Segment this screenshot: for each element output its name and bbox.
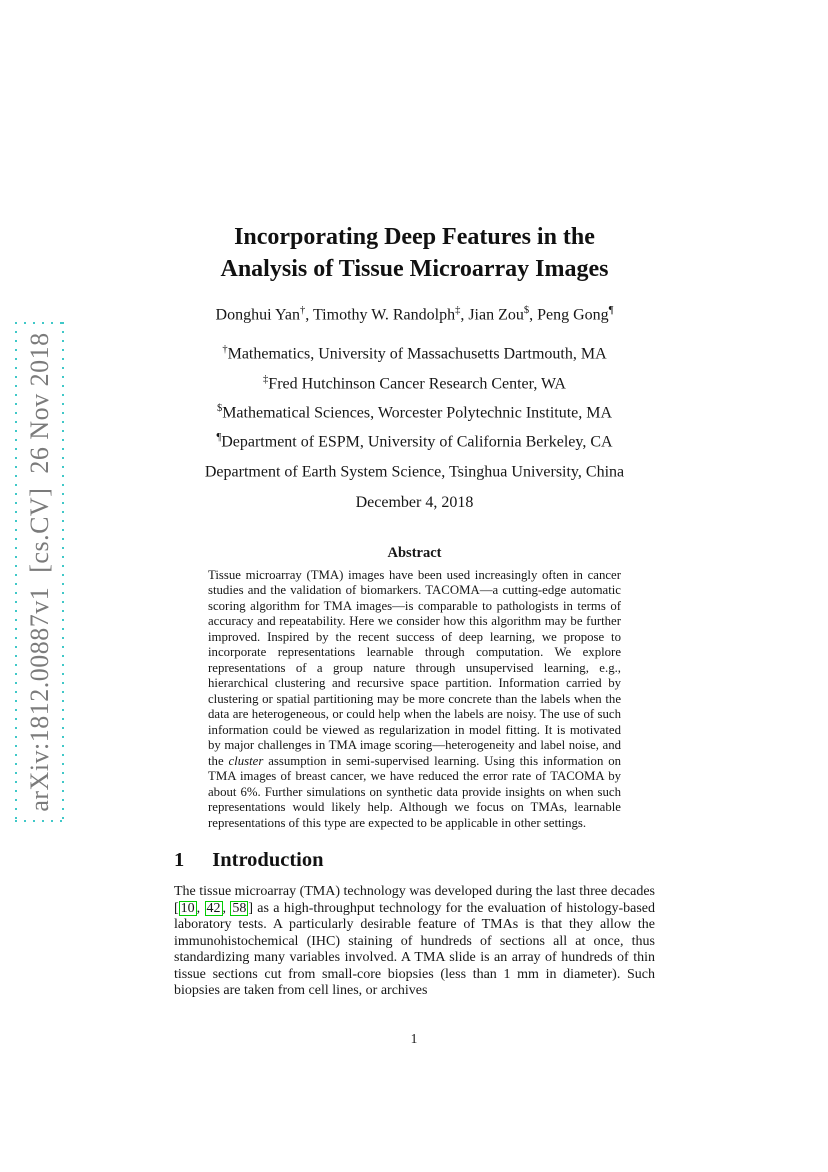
author-name: Peng Gong [537,306,609,324]
author-mark: $ [523,305,530,316]
page-number: 1 [410,1031,418,1046]
affiliation-mark: † [222,344,228,356]
abstract-segment: assumption in semi-supervised learning. Using this information on TMA images of breast cancer, we have reduced the error rate of TACOMA by about 6%. Further simulations on synthetic data provide insights on when such representations would likely help. Although we focus on TMAs, learnable representations of this type are expected to be applicable in other settings. [208,753,621,830]
affiliation-mark: ‡ [263,373,269,385]
author-separator: , [460,306,469,324]
watermark-dotted-border-right [62,322,64,822]
intro-segment: The tissue microarray (TMA) technology was developed during the last three decades [ [174,884,655,916]
author-name: Donghui Yan [215,306,300,324]
affiliation-text: Fred Hutchinson Cancer Research Center, WA [268,374,566,392]
affiliation-line [174,367,655,396]
affiliation-text: Department of ESPM, University of California Berkeley, CA [221,433,613,451]
title-line-2: Analysis of Tissue Microarray Images [220,256,609,282]
citation-separator: , [222,900,231,916]
author-name: Timothy W. Randolph [312,306,456,324]
author-separator: , [305,306,313,324]
affiliation-list [174,337,655,484]
arxiv-watermark [15,322,64,822]
paper-date: December 4, 2018 [355,493,474,511]
citation-link-58[interactable]: 58 [232,900,247,916]
author-mark: † [300,305,306,316]
author-line [174,301,655,325]
watermark-dotted-border-left [15,322,17,822]
affiliation-mark: $ [216,402,223,414]
section-heading-introduction [174,848,655,872]
affiliation-line [174,425,655,454]
affiliation-line [174,455,655,484]
author-mark: ‡ [455,305,461,316]
abstract-heading: Abstract [387,544,442,561]
affiliation-text: Mathematics, University of Massachusetts Dartmouth, MA [227,345,607,363]
section-number: 1 [174,849,185,872]
arxiv-id-text: arXiv:1812.00887v1 [cs.CV] 26 Nov 2018 [24,332,54,812]
watermark-dotted-border-bottom [15,820,64,822]
intro-paragraph [174,884,655,1000]
affiliation-text: Mathematical Sciences, Worcester Polytechnic Institute, MA [222,404,613,422]
citation-link-42[interactable]: 42 [206,900,221,916]
watermark-dotted-border-top [15,322,64,324]
author-name: Jian Zou [468,306,524,324]
citation-link-10[interactable]: 10 [180,900,195,916]
abstract-text [208,568,621,832]
affiliation-line [174,396,655,425]
section-title: Introduction [212,849,324,872]
paper-content-column [174,0,655,1000]
affiliation-text: Department of Earth System Science, Tsinghua University, China [204,462,625,480]
affiliation-mark: ¶ [216,432,222,444]
author-mark: ¶ [608,305,614,316]
paper-title [174,221,655,285]
author-separator: , [529,306,538,324]
abstract-segment: Tissue microarray (TMA) images have been used increasingly often in cancer studies and the validation of biomarkers. TACOMA—a cutting-edge automatic scoring algorithm for TMA images—is comparable to pathologists in terms of accuracy and repeatability. Here we consider how this algorithm may be further improved. Inspired by the recent success of deep learning, we propose to incorporate representations learnable through computation. We explore representations of a group nature through unsupervised learning, e.g., hierarchical clustering and recursive space partition. Information carried by clustering or spatial partitioning may be more concrete than the labels when the data are heterogeneous, or could help when the labels are noisy. The use of such information could be viewed as regularization in model fitting. It is motivated by major challenges in TMA image scoring—heterogeneity and label noise, and the [208,567,621,768]
intro-segment: ] as a high-throughput technology for the evaluation of histology-based laboratory tests. A particularly desirable feature of TMAs is that they allow the immunohistochemical (IHC) staining of hundreds of sections all at once, thus standardizing many variables involved. A TMA slide is an array of hundreds of thin tissue sections cut from small-core biopsies (less than 1 mm in diameter). Such biopsies are taken from cell lines, or archives [174,900,656,999]
citation-separator: , [196,900,205,916]
title-line-1: Incorporating Deep Features in the [234,224,595,250]
abstract-italic-term: cluster [228,753,264,768]
affiliation-line [174,337,655,366]
